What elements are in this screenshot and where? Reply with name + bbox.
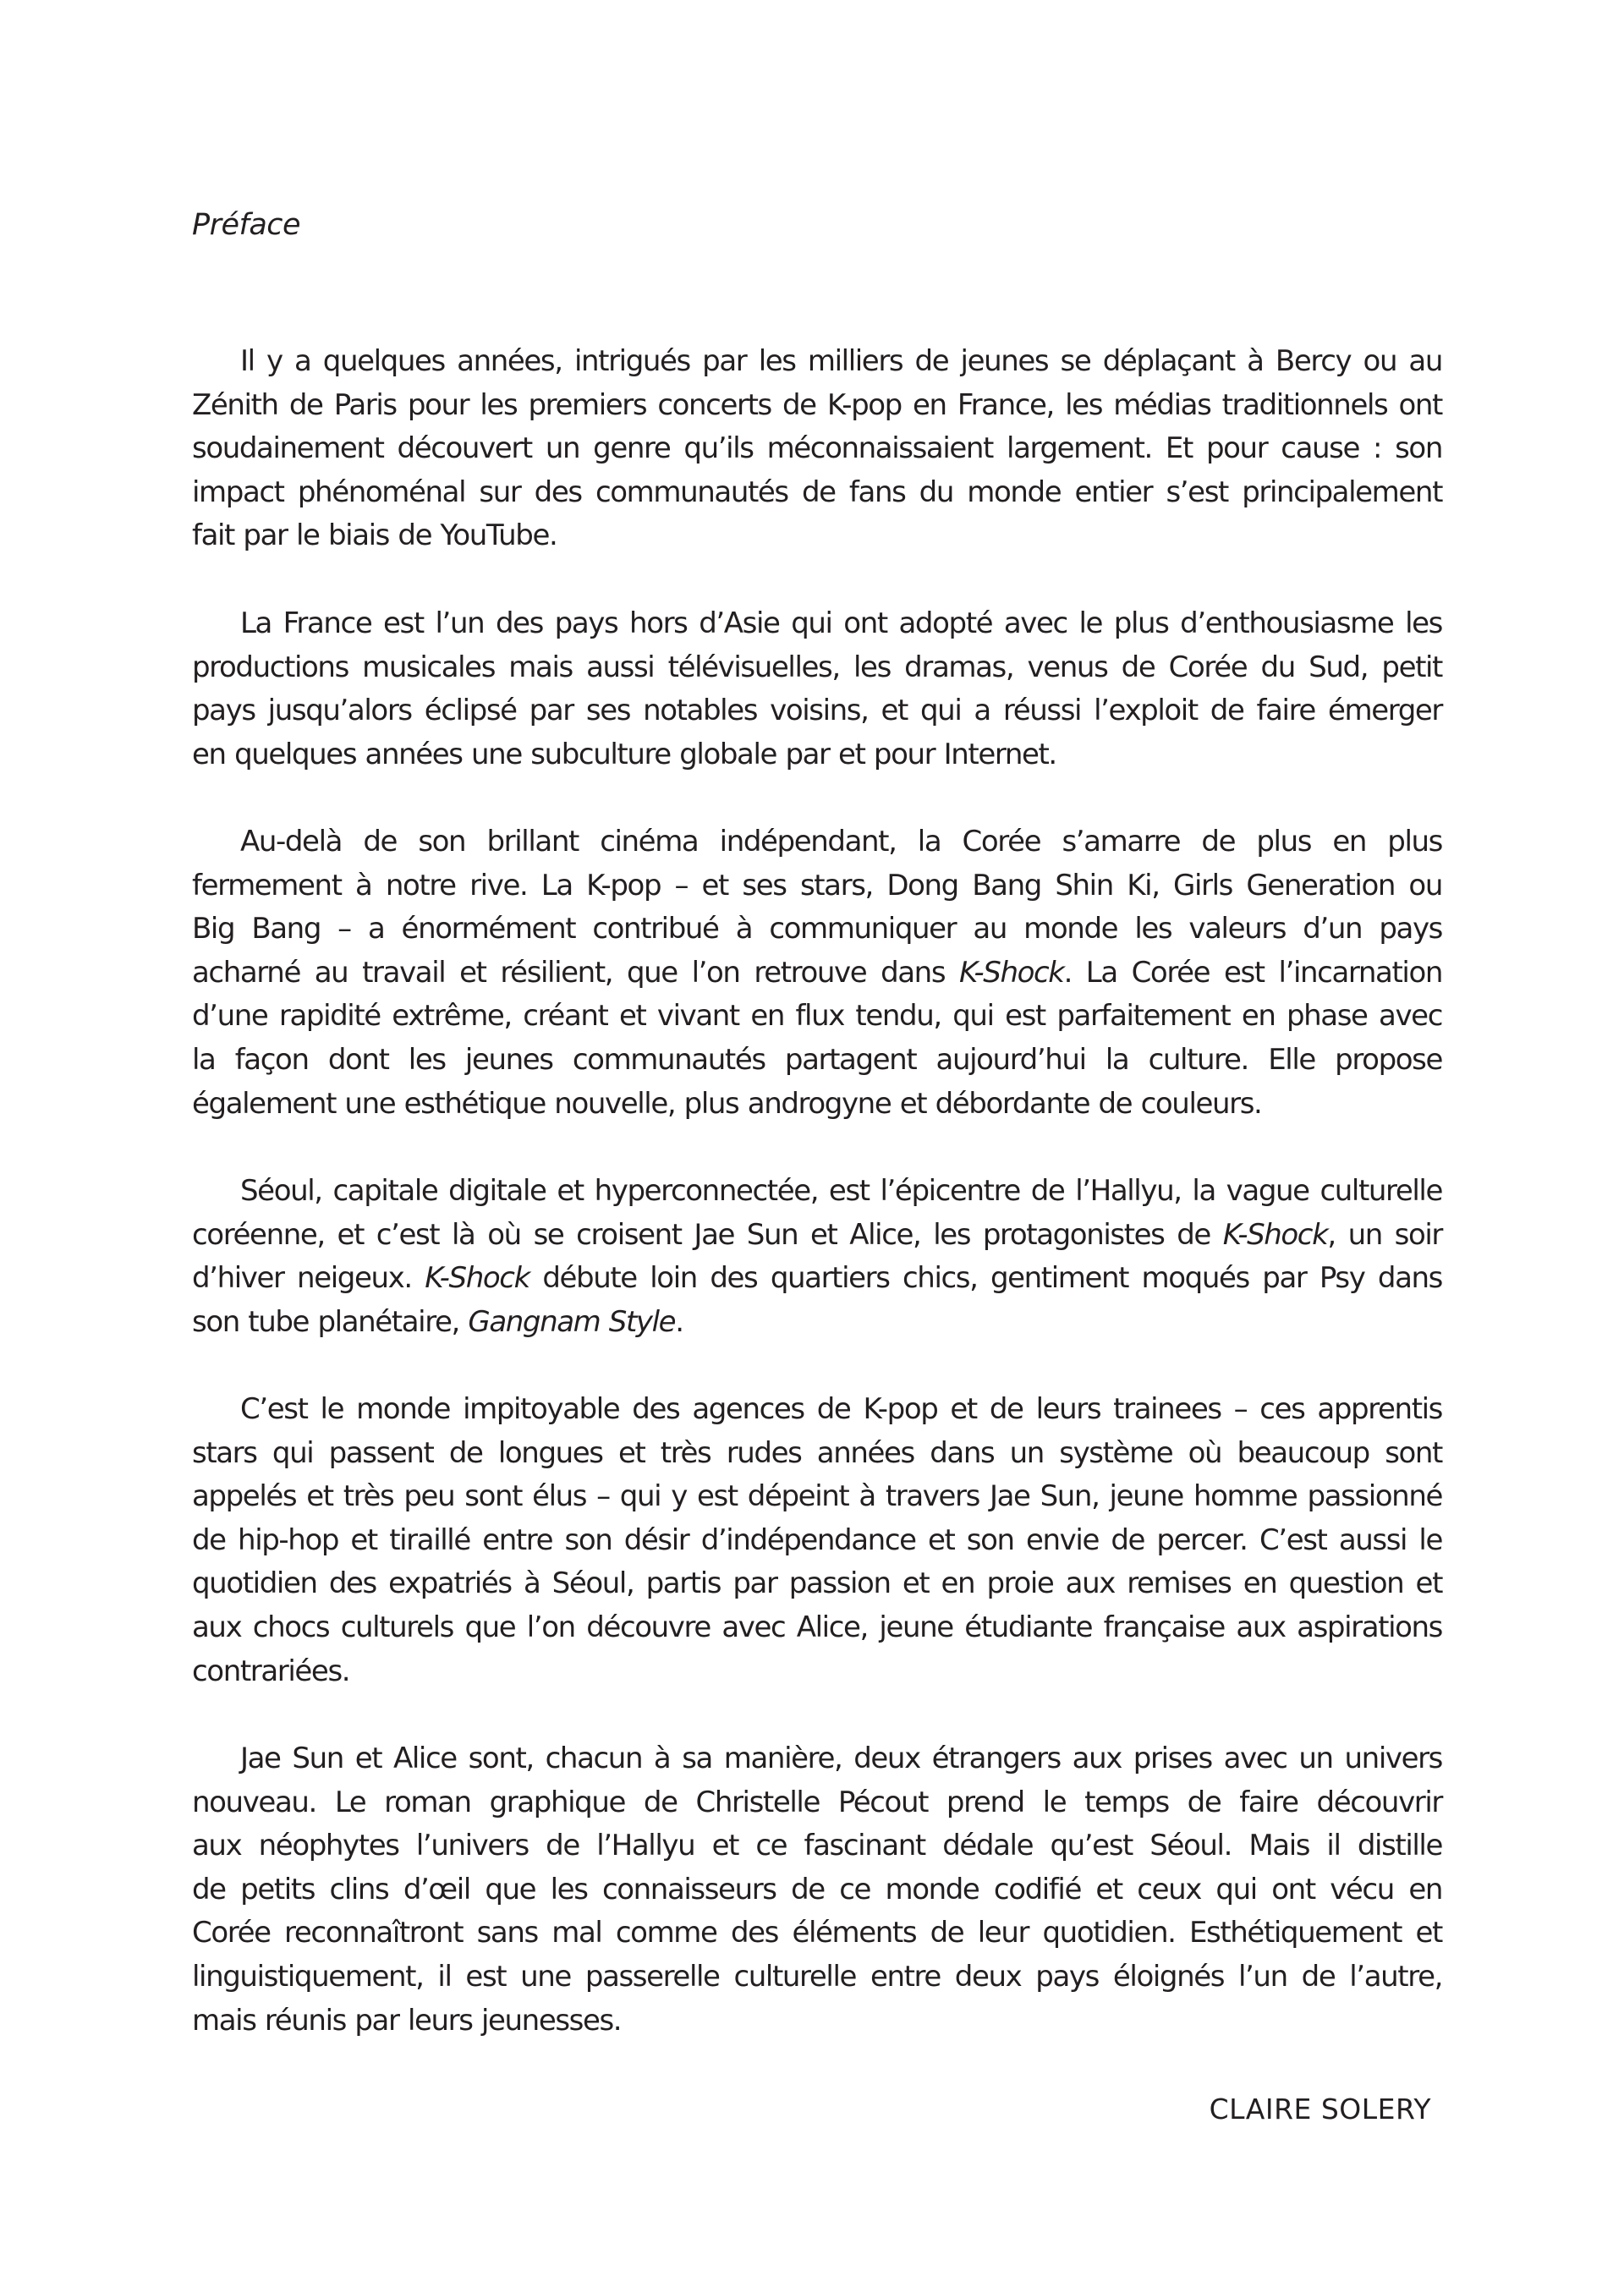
paragraph bbox=[192, 1388, 1442, 1693]
text-line bbox=[192, 908, 1442, 952]
text-line bbox=[192, 1301, 1442, 1345]
text-run: Corée reconnaîtront sans mal comme des éléments de leur quotidien. Esthétiquement et bbox=[192, 1916, 1442, 1950]
text-run: Au-delà de son brillant cinéma indépendant, la Corée s’amarre de plus en plus bbox=[240, 825, 1442, 859]
page-title: Préface bbox=[192, 208, 301, 242]
text-run: nouveau. Le roman graphique de Christelle Pécout prend le temps de faire découvrir bbox=[192, 1785, 1442, 1819]
text-run: coréenne, et c’est là où se croisent Jae Sun et Alice, les protagonistes de bbox=[192, 1217, 1223, 1252]
paragraph bbox=[192, 1170, 1442, 1344]
text-line bbox=[192, 1824, 1442, 1868]
text-line bbox=[192, 1868, 1442, 1912]
text-run: également une esthétique nouvelle, plus androgyne et débordante de couleurs. bbox=[192, 1086, 1262, 1121]
text-run: contrariées. bbox=[192, 1654, 350, 1688]
text-line bbox=[192, 689, 1442, 733]
text-line bbox=[192, 1214, 1442, 1258]
text-run: en quelques années une subculture globale par et pour Internet. bbox=[192, 737, 1056, 771]
text-line bbox=[192, 1650, 1442, 1694]
text-line bbox=[192, 1170, 1442, 1214]
text-run: C’est le monde impitoyable des agences de K-pop et de leurs trainees – ces apprentis bbox=[240, 1392, 1442, 1426]
italic-title: K-Shock bbox=[425, 1261, 529, 1296]
italic-title: K-Shock bbox=[1222, 1217, 1328, 1252]
text-run: . La Corée est l’incarnation bbox=[1063, 955, 1442, 990]
text-line bbox=[192, 733, 1442, 777]
text-run: son tube planétaire, bbox=[192, 1304, 469, 1339]
text-line bbox=[192, 1388, 1442, 1432]
text-run: aux chocs culturels que l’on découvre avec Alice, jeune étudiante française aux aspirations bbox=[192, 1610, 1442, 1644]
text-run: Zénith de Paris pour les premiers concerts de K-pop en France, les médias traditionnels ont bbox=[192, 387, 1442, 422]
author-signature: CLAIRE SOLERY bbox=[1209, 2093, 1431, 2126]
text-run: quotidien des expatriés à Séoul, partis par passion et en proie aux remises en question et bbox=[192, 1566, 1442, 1601]
text-run: la façon dont les jeunes communautés partagent aujourd’hui la culture. Elle propose bbox=[192, 1042, 1442, 1077]
text-line bbox=[192, 820, 1442, 864]
text-run: fait par le biais de YouTube. bbox=[192, 518, 557, 553]
text-run: pays jusqu’alors éclipsé par ses notables voisins, et qui a réussi l’exploit de faire émerger bbox=[192, 694, 1442, 728]
text-run: de petits clins d’œil que les connaisseurs de ce monde codifié et ceux qui ont vécu en bbox=[192, 1872, 1442, 1906]
text-run: de hip-hop et tiraillé entre son désir d’indépendance et son envie de percer. C’est aussi le bbox=[192, 1522, 1442, 1557]
paragraph bbox=[192, 1737, 1442, 2043]
text-run: débute loin des quartiers chics, gentiment moqués par Psy dans bbox=[529, 1261, 1442, 1296]
text-line bbox=[192, 602, 1442, 646]
text-line bbox=[192, 1562, 1442, 1606]
text-line bbox=[192, 1606, 1442, 1650]
text-run: stars qui passent de longues et très rudes années dans un système où beaucoup sont bbox=[192, 1435, 1442, 1470]
text-line bbox=[192, 646, 1442, 690]
text-run: Séoul, capitale digitale et hyperconnectée, est l’épicentre de l’Hallyu, la vague culturelle bbox=[240, 1174, 1442, 1208]
text-line bbox=[192, 1781, 1442, 1825]
text-line bbox=[192, 952, 1442, 996]
text-line bbox=[192, 1083, 1442, 1127]
text-run: fermement à notre rive. La K-pop – et ses stars, Dong Bang Shin Ki, Girls Generation ou bbox=[192, 868, 1442, 902]
italic-title: K-Shock bbox=[958, 955, 1064, 990]
text-line bbox=[192, 1737, 1442, 1781]
text-run: appelés et très peu sont élus – qui y est dépeint à travers Jae Sun, jeune homme passionné bbox=[192, 1479, 1442, 1514]
text-line bbox=[192, 427, 1442, 471]
text-line bbox=[192, 471, 1442, 515]
text-run: d’une rapidité extrême, créant et vivant en flux tendu, qui est parfaitement en phase avec bbox=[192, 999, 1442, 1034]
text-run: , un soir bbox=[1327, 1217, 1442, 1252]
text-run: . bbox=[675, 1304, 683, 1339]
text-run: soudainement découvert un genre qu’ils méconnaissaient largement. Et pour cause : son bbox=[192, 431, 1442, 466]
text-line bbox=[192, 864, 1442, 908]
text-line bbox=[192, 514, 1442, 558]
text-line bbox=[192, 1039, 1442, 1083]
text-line bbox=[192, 1956, 1442, 2000]
text-line bbox=[192, 1257, 1442, 1301]
italic-title: Gangnam Style bbox=[468, 1304, 676, 1339]
text-line bbox=[192, 1432, 1442, 1476]
text-run: impact phénoménal sur des communautés de fans du monde entier s’est principalement bbox=[192, 475, 1442, 509]
text-run: mais réunis par leurs jeunesses. bbox=[192, 2003, 622, 2038]
paragraph bbox=[192, 340, 1442, 558]
text-line bbox=[192, 1519, 1442, 1563]
text-run: Jae Sun et Alice sont, chacun à sa manière, deux étrangers aux prises avec un univers bbox=[240, 1742, 1442, 1775]
text-line bbox=[192, 2000, 1442, 2043]
text-line bbox=[192, 1912, 1442, 1956]
paragraph bbox=[192, 820, 1442, 1126]
paragraph bbox=[192, 602, 1442, 776]
text-line bbox=[192, 384, 1442, 428]
text-line bbox=[192, 340, 1442, 384]
text-line bbox=[192, 1475, 1442, 1519]
text-run: d’hiver neigeux. bbox=[192, 1261, 425, 1296]
text-run: Il y a quelques années, intrigués par les milliers de jeunes se déplaçant à Bercy ou au bbox=[240, 344, 1442, 378]
text-run: Big Bang – a énormément contribué à communiquer au monde les valeurs d’un pays bbox=[192, 912, 1442, 946]
text-run: aux néophytes l’univers de l’Hallyu et ce fascinant dédale qu’est Séoul. Mais il distille bbox=[192, 1829, 1442, 1863]
text-run: productions musicales mais aussi télévisuelles, les dramas, venus de Corée du Sud, petit bbox=[192, 650, 1442, 684]
text-run: linguistiquement, il est une passerelle culturelle entre deux pays éloignés l’un de l’autre, bbox=[192, 1959, 1442, 1994]
text-line bbox=[192, 995, 1442, 1039]
text-run: acharné au travail et résilient, que l’on retrouve dans bbox=[192, 955, 959, 990]
text-run: La France est l’un des pays hors d’Asie qui ont adopté avec le plus d’enthousiasme les bbox=[240, 606, 1442, 640]
